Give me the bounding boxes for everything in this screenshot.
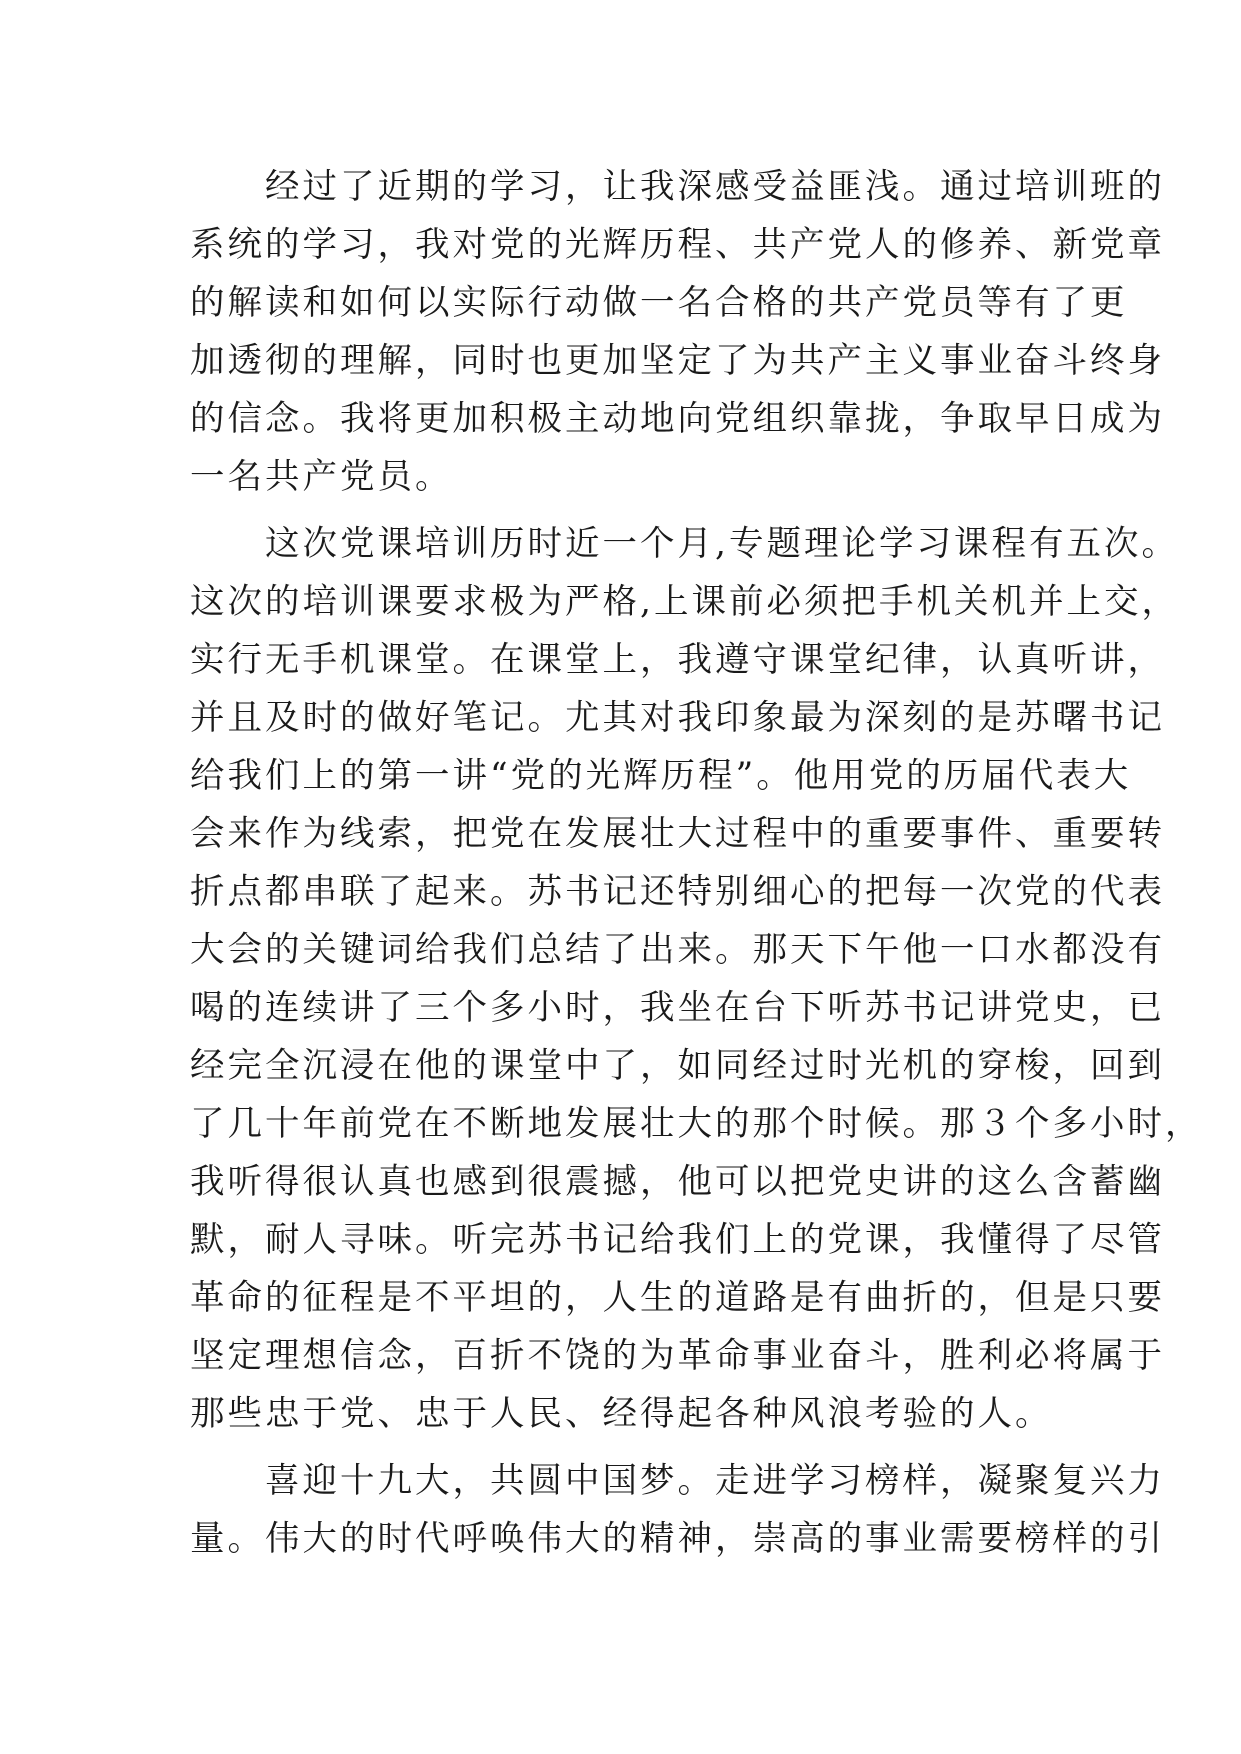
text-line: 喝的连续讲了三个多小时，我坐在台下听苏书记讲党史，已 (190, 988, 1165, 1028)
text-line: 坚定理想信念，百折不饶的为革命事业奋斗，胜利必将属于 (190, 1336, 1165, 1376)
text-line: 一名共产党员。 (190, 457, 453, 497)
text-line: 默，耐人寻味。听完苏书记给我们上的党课，我懂得了尽管 (190, 1220, 1165, 1260)
text-line: 大会的关键词给我们总结了出来。那天下午他一口水都没有 (190, 930, 1165, 970)
paragraph-1 (190, 158, 1165, 506)
text-line: 那些忠于党、忠于人民、经得起各种风浪考验的人。 (190, 1394, 1053, 1434)
paragraph-spacing (190, 1443, 1070, 1452)
text-line: 我听得很认真也感到很震撼，他可以把党史讲的这么含蓄幽 (190, 1162, 1165, 1202)
text-line: 的解读和如何以实际行动做一名合格的共产党员等有了更 (190, 283, 1128, 323)
paragraph-3 (190, 1452, 1165, 1568)
text-line: 了几十年前党在不断地发展壮大的那个时候。那３个多小时， (190, 1104, 1203, 1144)
text-line: 会来作为线索，把党在发展壮大过程中的重要事件、重要转 (190, 814, 1165, 854)
text-line: 这次党课培训历时近一个月,专题理论学习课程有五次。 (190, 524, 1179, 564)
text-line: 系统的学习，我对党的光辉历程、共产党人的修养、新党章 (190, 225, 1165, 265)
text-line: 经过了近期的学习，让我深感受益匪浅。通过培训班的 (190, 167, 1165, 207)
text-line: 并且及时的做好笔记。尤其对我印象最为深刻的是苏曙书记 (190, 698, 1165, 738)
document-body (190, 158, 1203, 1568)
text-line: 喜迎十九大，共圆中国梦。走进学习榜样，凝聚复兴力 (190, 1461, 1165, 1501)
text-line: 量。伟大的时代呼唤伟大的精神，崇高的事业需要榜样的引 (190, 1519, 1165, 1559)
paragraph-2 (190, 515, 1203, 1443)
text-line: 实行无手机课堂。在课堂上，我遵守课堂纪律，认真听讲， (190, 640, 1165, 680)
text-line: 革命的征程是不平坦的，人生的道路是有曲折的，但是只要 (190, 1278, 1165, 1318)
text-line: 的信念。我将更加积极主动地向党组织靠拢，争取早日成为 (190, 399, 1165, 439)
text-line: 加透彻的理解，同时也更加坚定了为共产主义事业奋斗终身 (190, 341, 1165, 381)
text-line: 经完全沉浸在他的课堂中了，如同经过时光机的穿梭，回到 (190, 1046, 1165, 1086)
text-line: 这次的培训课要求极为严格,上课前必须把手机关机并上交， (190, 582, 1179, 622)
text-line: 折点都串联了起来。苏书记还特别细心的把每一次党的代表 (190, 872, 1165, 912)
paragraph-spacing (190, 506, 1070, 515)
text-line: 给我们上的第一讲“党的光辉历程”。他用党的历届代表大 (190, 756, 1132, 796)
